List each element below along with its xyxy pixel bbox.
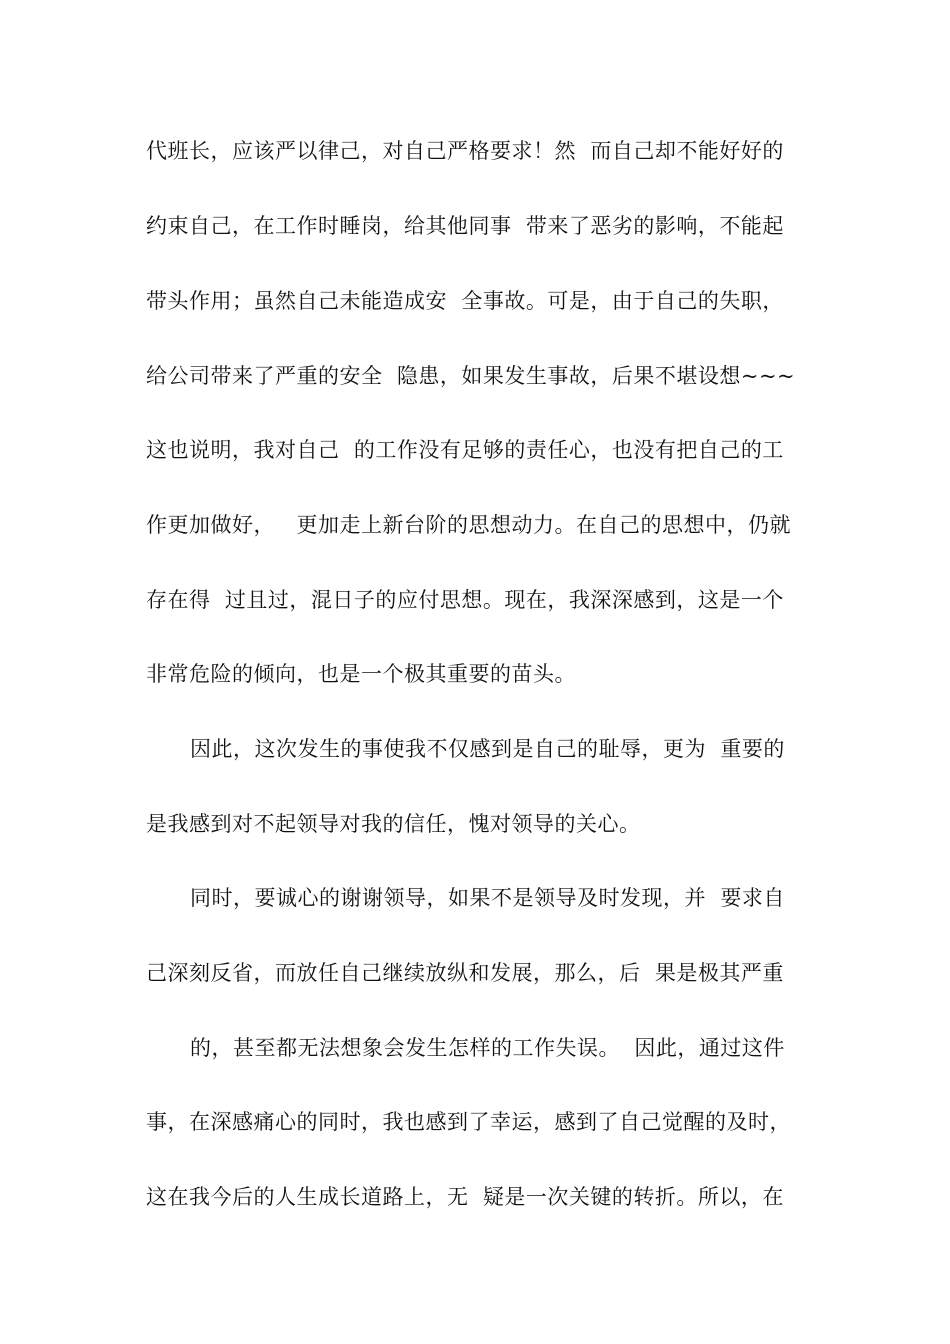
text-line: 的，甚至都无法想象会发生怎样的工作失误。 因此，通过这件 [190, 1036, 785, 1060]
text-line: 事，在深感痛心的同时，我也感到了幸运，感到了自己觉醒的及时， [146, 1110, 791, 1134]
paragraph-start-line: 同时，要诚心的谢谢领导，如果不是领导及时发现，并 要求自 [190, 886, 785, 910]
text-line: 代班长，应该严以律己，对自己严格要求！然 而自己却不能好好的 [146, 139, 784, 163]
text-line: 作更加做好， 更加走上新台阶的思想动力。在自己的思想中，仍就 [146, 513, 792, 537]
text-line: 带头作用；虽然自己未能造成安 全事故。可是，由于自己的失职， [146, 289, 784, 313]
paragraph-start-line: 因此，这次发生的事使我不仅感到是自己的耻辱，更为 重要的 [190, 737, 785, 761]
text-line: 约束自己，在工作时睡岗，给其他同事 带来了恶劣的影响，不能起 [146, 214, 784, 238]
text-line: 这也说明，我对自己 的工作没有足够的责任心，也没有把自己的工 [146, 438, 784, 462]
text-line: 己深刻反省，而放任自己继续放纵和发展，那么，后 果是极其严重 [146, 961, 784, 985]
text-line: 这在我今后的人生成长道路上，无 疑是一次关键的转折。所以，在 [146, 1185, 784, 1209]
text-line: 非常危险的倾向，也是一个极其重要的苗头。 [146, 662, 576, 686]
text-line: 给公司带来了严重的安全 隐患，如果发生事故，后果不堪设想~~~ [146, 364, 796, 388]
text-line: 存在得 过且过，混日子的应付思想。现在，我深深感到，这是一个 [146, 588, 784, 612]
text-line: 是我感到对不起领导对我的信任，愧对领导的关心。 [146, 812, 641, 836]
